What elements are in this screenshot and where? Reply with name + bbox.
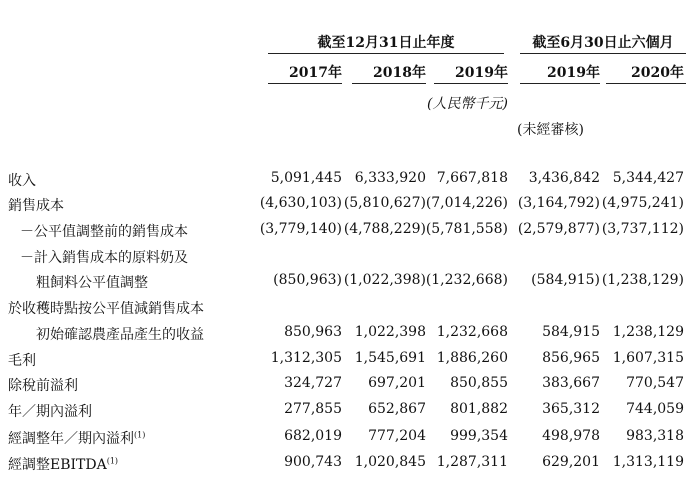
row-label bbox=[36, 272, 148, 292]
table-cell: 365,312 bbox=[542, 401, 600, 417]
table-cell: (3,779,140) bbox=[259, 221, 342, 237]
table-cell: 1,287,311 bbox=[436, 454, 508, 470]
row-label-text: 毛利 bbox=[8, 353, 36, 369]
table-cell: 6,333,920 bbox=[354, 170, 426, 186]
year-rule bbox=[352, 83, 426, 84]
row-label bbox=[20, 221, 188, 241]
row-label bbox=[8, 350, 36, 370]
table-cell: (2,579,877) bbox=[517, 221, 600, 237]
table-cell: 1,022,398 bbox=[354, 324, 426, 340]
table-cell: (4,630,103) bbox=[259, 195, 342, 211]
row-label-text: 粗飼料公平值調整 bbox=[36, 275, 148, 291]
table-cell: (5,810,627) bbox=[343, 195, 426, 211]
table-cell: 850,855 bbox=[450, 375, 508, 391]
row-label-text: －計入銷售成本的原料奶及 bbox=[20, 250, 188, 266]
table-cell: 5,091,445 bbox=[270, 170, 342, 186]
row-label-text: 銷售成本 bbox=[8, 198, 64, 214]
table-cell: (5,781,558) bbox=[425, 221, 508, 237]
table-cell: 652,867 bbox=[368, 401, 426, 417]
row-label bbox=[8, 428, 145, 448]
row-label-text: 除稅前溢利 bbox=[8, 378, 78, 394]
table-cell: (584,915) bbox=[531, 272, 600, 288]
table-cell: (7,014,226) bbox=[425, 195, 508, 211]
table-cell: 324,727 bbox=[284, 375, 342, 391]
row-label bbox=[36, 324, 204, 344]
table-cell: 697,201 bbox=[368, 375, 426, 391]
table-cell: (850,963) bbox=[273, 272, 342, 288]
group-header-interim: 截至6月30日止六個月 bbox=[532, 35, 674, 51]
table-cell: 1,312,305 bbox=[270, 350, 342, 366]
table-cell: 777,204 bbox=[368, 428, 426, 444]
table-cell: 1,545,691 bbox=[354, 350, 426, 366]
row-label bbox=[8, 170, 36, 190]
table-cell: 682,019 bbox=[284, 428, 342, 444]
row-label-text: 於收穫時點按公平值減銷售成本 bbox=[8, 301, 204, 317]
group-rule-interim bbox=[520, 53, 686, 54]
table-cell: 383,667 bbox=[542, 375, 600, 391]
table-cell: (3,164,792) bbox=[517, 195, 600, 211]
year-rule bbox=[268, 83, 342, 84]
table-cell: 983,318 bbox=[626, 428, 684, 444]
year-header: 2019年 bbox=[547, 65, 600, 81]
year-header: 2017年 bbox=[289, 65, 342, 81]
table-cell: 801,882 bbox=[450, 401, 508, 417]
table-cell: 744,059 bbox=[626, 401, 684, 417]
table-cell: 3,436,842 bbox=[528, 170, 600, 186]
table-cell: 856,965 bbox=[542, 350, 600, 366]
table-cell: 1,238,129 bbox=[612, 324, 684, 340]
table-cell: 277,855 bbox=[284, 401, 342, 417]
group-rule-annual bbox=[268, 53, 504, 54]
table-cell: 1,607,315 bbox=[612, 350, 684, 366]
row-label bbox=[8, 454, 118, 474]
year-rule bbox=[434, 83, 508, 84]
unit-note: (人民幣千元) bbox=[427, 96, 508, 112]
footnote-marker: (1) bbox=[134, 430, 146, 440]
table-cell: (1,238,129) bbox=[601, 272, 684, 288]
table-cell: (1,022,398) bbox=[343, 272, 426, 288]
row-label bbox=[8, 375, 78, 395]
table-cell: 1,313,119 bbox=[612, 454, 684, 470]
table-cell: 999,354 bbox=[450, 428, 508, 444]
row-label-text: 經調整EBITDA bbox=[8, 457, 107, 473]
row-label-text: 初始確認農產品產生的收益 bbox=[36, 327, 204, 343]
year-header: 2018年 bbox=[373, 65, 426, 81]
row-label bbox=[8, 298, 204, 318]
group-header-annual: 截至12月31日止年度 bbox=[317, 35, 455, 51]
table-cell: (3,737,112) bbox=[601, 221, 684, 237]
table-cell: 629,201 bbox=[542, 454, 600, 470]
table-cell: 900,743 bbox=[284, 454, 342, 470]
table-cell: 850,963 bbox=[284, 324, 342, 340]
table-cell: 1,886,260 bbox=[436, 350, 508, 366]
year-rule bbox=[520, 83, 600, 84]
table-cell: 5,344,427 bbox=[612, 170, 684, 186]
row-label bbox=[20, 247, 188, 267]
table-cell: (4,975,241) bbox=[601, 195, 684, 211]
row-label bbox=[8, 195, 64, 215]
table-cell: 1,232,668 bbox=[436, 324, 508, 340]
table-cell: 7,667,818 bbox=[436, 170, 508, 186]
table-cell: 1,020,845 bbox=[354, 454, 426, 470]
row-label-text: 收入 bbox=[8, 173, 36, 189]
table-cell: (1,232,668) bbox=[425, 272, 508, 288]
row-label-text: －公平值調整前的銷售成本 bbox=[20, 224, 188, 240]
row-label-text: 經調整年／期內溢利 bbox=[8, 431, 134, 447]
table-cell: 584,915 bbox=[542, 324, 600, 340]
year-header: 2019年 bbox=[455, 65, 508, 81]
table-cell: (4,788,229) bbox=[343, 221, 426, 237]
table-cell: 498,978 bbox=[542, 428, 600, 444]
year-header: 2020年 bbox=[631, 65, 684, 81]
footnote-marker: (1) bbox=[106, 456, 119, 466]
row-label-text: 年／期內溢利 bbox=[8, 404, 92, 420]
year-rule bbox=[606, 83, 686, 84]
unaudited-note: (未經審核) bbox=[517, 122, 584, 138]
row-label bbox=[8, 401, 92, 421]
table-cell: 770,547 bbox=[626, 375, 684, 391]
